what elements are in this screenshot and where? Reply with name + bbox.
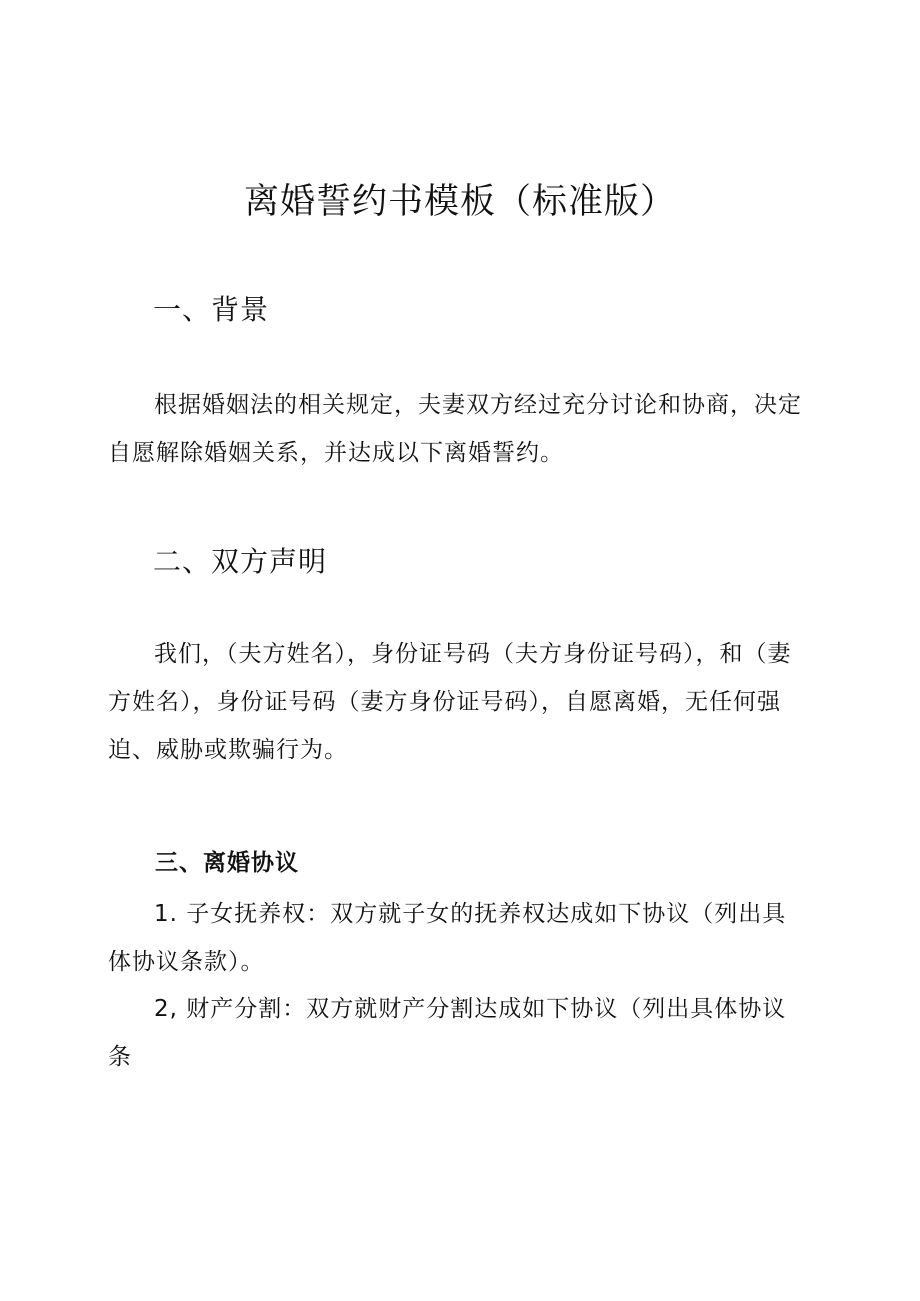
section-heading-declaration: 二、双方声明: [153, 545, 328, 578]
section-heading-agreement: 三、离婚协议: [155, 850, 299, 876]
section-heading-background: 一、背景: [153, 293, 270, 326]
document-title: 离婚誓约书模板（标准版）: [243, 182, 676, 222]
section-paragraph-declaration: 我们，（夫方姓名），身份证号码（夫方身份证号码），和（妻方姓名），身份证号码（妻方身份证号码），自愿离婚，无任何强迫、威胁或欺骗行为。: [108, 641, 792, 763]
agreement-item-custody: 1. 子女抚养权：双方就子女的抚养权达成如下协议（列出具体协议条款）。: [108, 901, 787, 975]
section-paragraph-background: 根据婚姻法的相关规定，夫妻双方经过充分讨论和协商，决定自愿解除婚姻关系，并达成以下离婚誓约。: [108, 392, 802, 466]
agreement-item-property: 2, 财产分割：双方就财产分割达成如下协议（列出具体协议条: [108, 996, 787, 1070]
